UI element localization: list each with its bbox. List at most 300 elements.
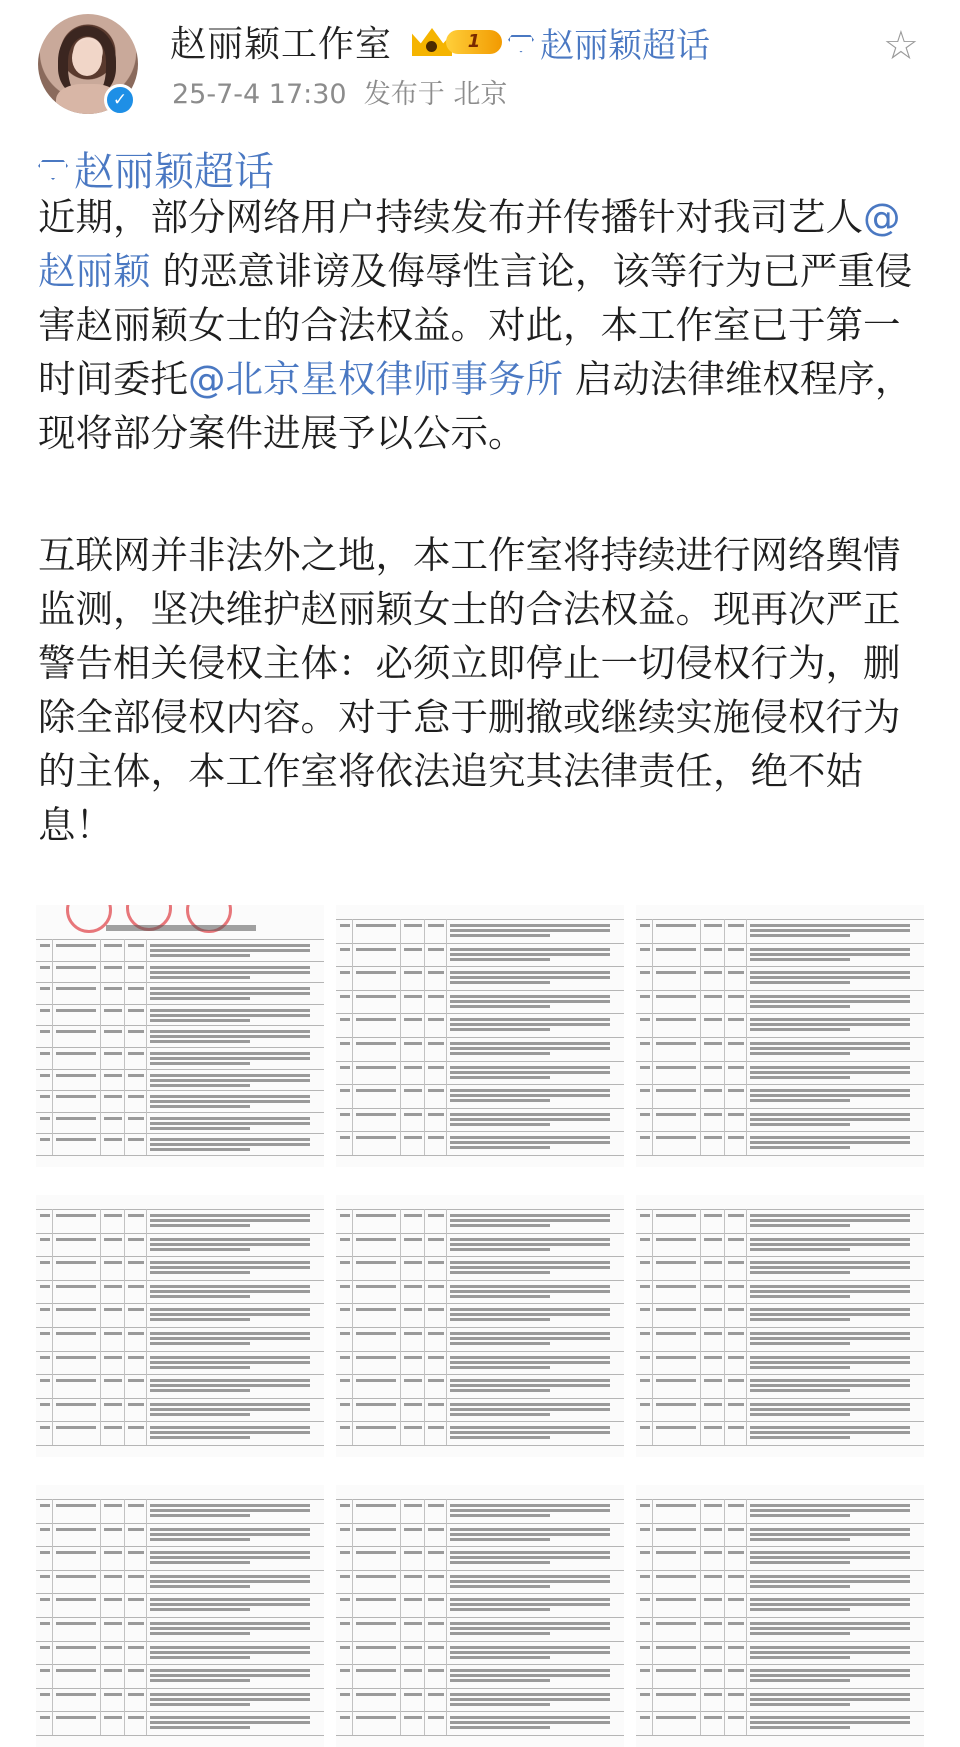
table-cell-text bbox=[356, 1308, 396, 1311]
table-cell-text bbox=[704, 1066, 722, 1069]
table-cell-text bbox=[640, 1669, 650, 1672]
vip-level-badge: 1 bbox=[446, 30, 502, 54]
table-row bbox=[636, 943, 924, 944]
paragraph1-after: 启动法律维权程序，现将部分案件进展予以公示。 bbox=[38, 357, 913, 455]
table-cell-text bbox=[104, 1052, 122, 1055]
table-cell-text bbox=[728, 1379, 744, 1382]
table-column-divider bbox=[100, 1209, 101, 1445]
document-image-7[interactable] bbox=[36, 1485, 324, 1747]
crown-icon[interactable] bbox=[412, 24, 504, 58]
table-cell-text bbox=[56, 1214, 96, 1217]
table-cell-text bbox=[428, 948, 444, 951]
table-cell-text bbox=[150, 1698, 310, 1701]
table-cell-text bbox=[356, 1356, 396, 1359]
table-cell-text bbox=[428, 1646, 444, 1649]
table-cell-text bbox=[750, 1047, 910, 1050]
table-cell-text bbox=[450, 1337, 610, 1340]
table-cell-text bbox=[640, 1716, 650, 1719]
table-cell-text bbox=[450, 1575, 610, 1578]
document-image-5[interactable] bbox=[336, 1195, 624, 1457]
table-column-divider bbox=[746, 919, 747, 1155]
table-cell-text bbox=[450, 1703, 550, 1706]
table-cell-text bbox=[150, 1248, 250, 1251]
table-cell-text bbox=[56, 966, 96, 969]
table-cell-text bbox=[404, 1238, 422, 1241]
table-cell-text bbox=[356, 1238, 396, 1241]
table-row bbox=[36, 1280, 324, 1281]
table-cell-text bbox=[656, 1646, 696, 1649]
table-cell-text bbox=[340, 1066, 350, 1069]
table-cell-text bbox=[340, 1332, 350, 1335]
table-cell-text bbox=[450, 1533, 610, 1536]
table-cell-text bbox=[150, 1122, 310, 1125]
table-cell-text bbox=[150, 1308, 310, 1311]
table-cell-text bbox=[656, 1136, 696, 1139]
table-cell-text bbox=[56, 1379, 96, 1382]
table-cell-text bbox=[728, 995, 744, 998]
table-cell-text bbox=[640, 1622, 650, 1625]
topic-tag-link[interactable] bbox=[38, 140, 274, 197]
table-cell-text bbox=[704, 1622, 722, 1625]
table-cell-text bbox=[750, 1384, 910, 1387]
table-cell-text bbox=[128, 1528, 144, 1531]
table-cell-text bbox=[450, 1426, 610, 1429]
table-cell-text bbox=[640, 971, 650, 974]
table-cell-text bbox=[356, 1089, 396, 1092]
table-cell-text bbox=[128, 1598, 144, 1601]
document-image-6[interactable] bbox=[636, 1195, 924, 1457]
table-cell-text bbox=[404, 1332, 422, 1335]
table-row bbox=[636, 966, 924, 967]
table-cell-text bbox=[150, 1057, 310, 1060]
table-cell-text bbox=[150, 1040, 250, 1043]
table-cell-text bbox=[340, 1379, 350, 1382]
table-cell-text bbox=[150, 1271, 250, 1274]
table-cell-text bbox=[704, 1379, 722, 1382]
table-cell-text bbox=[56, 1716, 96, 1719]
table-cell-text bbox=[150, 1533, 310, 1536]
table-cell-text bbox=[750, 1118, 910, 1121]
table-cell-text bbox=[150, 1598, 310, 1601]
mention-zhaoliying[interactable]: @赵丽颖 bbox=[38, 195, 901, 293]
table-cell-text bbox=[704, 1403, 722, 1406]
paragraph1-before: 近期，部分网络用户持续发布并传播针对我司艺人 bbox=[38, 195, 863, 239]
table-column-divider bbox=[724, 919, 725, 1155]
table-row bbox=[336, 1155, 624, 1156]
table-cell-text bbox=[728, 1598, 744, 1601]
document-image-8[interactable] bbox=[336, 1485, 624, 1747]
table-column-divider bbox=[724, 1209, 725, 1445]
table-cell-text bbox=[450, 1651, 610, 1654]
table-cell-text bbox=[450, 1361, 610, 1364]
table-cell-text bbox=[128, 1030, 144, 1033]
table-cell-text bbox=[728, 1716, 744, 1719]
table-cell-text bbox=[150, 1148, 250, 1151]
table-cell-text bbox=[428, 1716, 444, 1719]
table-cell-text bbox=[450, 995, 610, 998]
table-cell-text bbox=[450, 1698, 610, 1701]
table-row bbox=[636, 1209, 924, 1210]
table-cell-text bbox=[56, 1138, 96, 1141]
document-image-4[interactable] bbox=[36, 1195, 324, 1457]
table-cell-text bbox=[104, 1504, 122, 1507]
table-cell-text bbox=[56, 1504, 96, 1507]
table-cell-text bbox=[704, 1042, 722, 1045]
table-cell-text bbox=[128, 1504, 144, 1507]
table-cell-text bbox=[450, 1646, 610, 1649]
table-column-divider bbox=[424, 1209, 425, 1445]
paragraph1-middle: 的恶意诽谤及侮辱性言论，该等行为已严重侵害赵丽颖女士的合法权益。对此，本工作室已于第一时间委托 bbox=[38, 249, 913, 401]
table-cell-text bbox=[340, 1551, 350, 1554]
document-image-2[interactable] bbox=[336, 905, 624, 1167]
table-cell-text bbox=[56, 987, 96, 990]
table-cell-text bbox=[750, 971, 910, 974]
table-cell-text bbox=[104, 1598, 122, 1601]
table-cell-text bbox=[128, 1575, 144, 1578]
table-row bbox=[636, 1327, 924, 1328]
table-row bbox=[336, 990, 624, 991]
mention-law-firm[interactable]: @北京星权律师事务所 bbox=[188, 357, 563, 401]
table-cell-text bbox=[750, 1136, 910, 1139]
table-column-divider bbox=[652, 919, 653, 1155]
table-cell-text bbox=[750, 1426, 910, 1429]
table-column-divider bbox=[400, 1209, 401, 1445]
table-cell-text bbox=[450, 1042, 610, 1045]
table-cell-text bbox=[40, 1261, 50, 1264]
table-cell-text bbox=[656, 1113, 696, 1116]
table-cell-text bbox=[340, 1504, 350, 1507]
table-row bbox=[36, 1133, 324, 1134]
table-cell-text bbox=[150, 1332, 310, 1335]
table-cell-text bbox=[404, 924, 422, 927]
table-cell-text bbox=[150, 1361, 310, 1364]
table-cell-text bbox=[150, 1356, 310, 1359]
table-cell-text bbox=[704, 1261, 722, 1264]
table-cell-text bbox=[150, 1679, 250, 1682]
table-row bbox=[336, 1327, 624, 1328]
table-row bbox=[36, 1445, 324, 1446]
table-cell-text bbox=[340, 1308, 350, 1311]
post-meta bbox=[172, 72, 507, 111]
table-cell-text bbox=[450, 1318, 550, 1321]
table-cell-text bbox=[450, 1113, 610, 1116]
table-cell-text bbox=[150, 1384, 310, 1387]
table-cell-text bbox=[640, 1598, 650, 1601]
table-row bbox=[336, 1735, 624, 1736]
document-image-1[interactable] bbox=[36, 905, 324, 1167]
table-row bbox=[636, 1641, 924, 1642]
table-column-divider bbox=[652, 1209, 653, 1445]
table-cell-text bbox=[40, 1528, 50, 1531]
table-cell-text bbox=[340, 1136, 350, 1139]
table-cell-text bbox=[750, 1408, 910, 1411]
table-cell-text bbox=[640, 1646, 650, 1649]
table-cell-text bbox=[728, 924, 744, 927]
table-cell-text bbox=[450, 1627, 610, 1630]
table-cell-text bbox=[728, 1136, 744, 1139]
star-icon[interactable]: ☆ bbox=[883, 23, 919, 69]
table-cell-text bbox=[750, 1042, 910, 1045]
table-cell-text bbox=[656, 1238, 696, 1241]
table-cell-text bbox=[750, 1504, 910, 1507]
table-cell-text bbox=[428, 1551, 444, 1554]
table-cell-text bbox=[656, 1356, 696, 1359]
table-cell-text bbox=[404, 1089, 422, 1092]
table-cell-text bbox=[704, 1575, 722, 1578]
table-row bbox=[336, 1445, 624, 1446]
table-cell-text bbox=[150, 966, 310, 969]
table-column-divider bbox=[52, 939, 53, 1155]
table-cell-text bbox=[750, 1703, 850, 1706]
table-cell-text bbox=[450, 1656, 550, 1659]
table-cell-text bbox=[340, 1693, 350, 1696]
table-cell-text bbox=[750, 976, 910, 979]
table-row bbox=[636, 1617, 924, 1618]
table-row bbox=[36, 939, 324, 940]
table-row bbox=[636, 1711, 924, 1712]
table-cell-text bbox=[150, 1035, 310, 1038]
table-cell-text bbox=[750, 1214, 910, 1217]
table-cell-text bbox=[428, 1308, 444, 1311]
table-cell-text bbox=[56, 944, 96, 947]
table-cell-text bbox=[750, 1693, 910, 1696]
table-cell-text bbox=[40, 1669, 50, 1672]
table-cell-text bbox=[404, 1716, 422, 1719]
table-cell-text bbox=[150, 1603, 310, 1606]
table-cell-text bbox=[728, 1669, 744, 1672]
table-row bbox=[336, 1593, 624, 1594]
supertopic-label: 赵丽颖超话 bbox=[540, 26, 710, 66]
table-column-divider bbox=[746, 1209, 747, 1445]
table-row bbox=[336, 1499, 624, 1500]
table-cell-text bbox=[104, 1356, 122, 1359]
table-cell-text bbox=[40, 1214, 50, 1217]
table-cell-text bbox=[656, 1261, 696, 1264]
table-cell-text bbox=[750, 924, 910, 927]
table-cell-text bbox=[728, 1356, 744, 1359]
table-cell-text bbox=[340, 1598, 350, 1601]
table-cell-text bbox=[656, 1285, 696, 1288]
table-cell-text bbox=[640, 1042, 650, 1045]
table-row bbox=[36, 982, 324, 983]
table-cell-text bbox=[150, 1413, 250, 1416]
table-cell-text bbox=[450, 1089, 610, 1092]
table-cell-text bbox=[150, 1646, 310, 1649]
table-cell-text bbox=[40, 1074, 50, 1077]
table-row bbox=[336, 1233, 624, 1234]
table-column-divider bbox=[100, 939, 101, 1155]
table-cell-text bbox=[128, 1009, 144, 1012]
table-cell-text bbox=[356, 1622, 396, 1625]
table-row bbox=[636, 1155, 924, 1156]
table-cell-text bbox=[356, 1504, 396, 1507]
document-image-3[interactable] bbox=[636, 905, 924, 1167]
table-cell-text bbox=[340, 1716, 350, 1719]
table-row bbox=[36, 1711, 324, 1712]
supertopic-link[interactable] bbox=[508, 18, 710, 67]
table-cell-text bbox=[656, 1042, 696, 1045]
table-cell-text bbox=[150, 1514, 250, 1517]
table-cell-text bbox=[150, 1261, 310, 1264]
table-cell-text bbox=[750, 1094, 910, 1097]
table-cell-text bbox=[640, 1551, 650, 1554]
table-cell-text bbox=[56, 1575, 96, 1578]
table-cell-text bbox=[640, 1504, 650, 1507]
table-cell-text bbox=[450, 1585, 550, 1588]
table-cell-text bbox=[56, 1285, 96, 1288]
table-cell-text bbox=[56, 1356, 96, 1359]
table-cell-text bbox=[104, 1622, 122, 1625]
table-cell-text bbox=[750, 1342, 850, 1345]
table-cell-text bbox=[150, 997, 250, 1000]
table-row bbox=[636, 990, 924, 991]
table-cell-text bbox=[450, 1332, 610, 1335]
table-cell-text bbox=[356, 1646, 396, 1649]
table-cell-text bbox=[428, 1669, 444, 1672]
table-row bbox=[36, 1546, 324, 1547]
table-cell-text bbox=[750, 1023, 910, 1026]
table-cell-text bbox=[428, 1214, 444, 1217]
table-cell-text bbox=[656, 1528, 696, 1531]
table-column-divider bbox=[146, 939, 147, 1155]
table-cell-text bbox=[704, 1018, 722, 1021]
table-row bbox=[36, 1593, 324, 1594]
table-column-divider bbox=[352, 1499, 353, 1735]
table-cell-text bbox=[750, 1533, 910, 1536]
table-cell-text bbox=[404, 1379, 422, 1382]
table-cell-text bbox=[450, 1509, 610, 1512]
table-row bbox=[636, 1280, 924, 1281]
table-cell-text bbox=[56, 1009, 96, 1012]
table-cell-text bbox=[728, 1504, 744, 1507]
table-cell-text bbox=[450, 976, 610, 979]
table-cell-text bbox=[450, 934, 550, 937]
table-cell-text bbox=[56, 1551, 96, 1554]
table-cell-text bbox=[428, 1379, 444, 1382]
table-cell-text bbox=[356, 1261, 396, 1264]
author-name[interactable]: 赵丽颖工作室 bbox=[170, 24, 393, 65]
table-cell-text bbox=[704, 971, 722, 974]
table-row bbox=[636, 1256, 924, 1257]
table-cell-text bbox=[150, 1337, 310, 1340]
table-cell-text bbox=[640, 1379, 650, 1382]
table-cell-text bbox=[150, 1014, 310, 1017]
table-cell-text bbox=[750, 1248, 850, 1251]
table-row bbox=[36, 1374, 324, 1375]
table-cell-text bbox=[150, 1100, 310, 1103]
table-cell-text bbox=[640, 1113, 650, 1116]
table-cell-text bbox=[404, 1598, 422, 1601]
table-cell-text bbox=[728, 1285, 744, 1288]
table-row bbox=[636, 1233, 924, 1234]
table-cell-text bbox=[104, 1214, 122, 1217]
table-cell-text bbox=[40, 1504, 50, 1507]
table-row bbox=[636, 1061, 924, 1062]
table-cell-text bbox=[104, 1426, 122, 1429]
table-cell-text bbox=[56, 1403, 96, 1406]
table-cell-text bbox=[728, 1575, 744, 1578]
table-cell-text bbox=[750, 953, 910, 956]
table-cell-text bbox=[104, 987, 122, 990]
table-column-divider bbox=[400, 1499, 401, 1735]
table-cell-text bbox=[450, 1018, 610, 1021]
table-cell-text bbox=[356, 1716, 396, 1719]
table-cell-text bbox=[450, 1094, 610, 1097]
table-cell-text bbox=[128, 1138, 144, 1141]
table-cell-text bbox=[150, 1266, 310, 1269]
table-cell-text bbox=[150, 1342, 250, 1345]
table-cell-text bbox=[750, 1669, 910, 1672]
table-cell-text bbox=[128, 966, 144, 969]
table-cell-text bbox=[150, 976, 250, 979]
table-cell-text bbox=[728, 971, 744, 974]
table-cell-text bbox=[40, 966, 50, 969]
table-cell-text bbox=[150, 1052, 310, 1055]
table-cell-text bbox=[56, 1426, 96, 1429]
table-cell-text bbox=[450, 1295, 550, 1298]
table-cell-text bbox=[450, 1238, 610, 1241]
table-row bbox=[336, 1013, 624, 1014]
table-cell-text bbox=[640, 1136, 650, 1139]
table-cell-text bbox=[340, 924, 350, 927]
table-cell-text bbox=[750, 1551, 910, 1554]
table-cell-text bbox=[340, 1356, 350, 1359]
table-cell-text bbox=[428, 995, 444, 998]
table-cell-text bbox=[404, 971, 422, 974]
table-cell-text bbox=[150, 1669, 310, 1672]
table-cell-text bbox=[750, 948, 910, 951]
table-cell-text bbox=[340, 1113, 350, 1116]
table-cell-text bbox=[40, 1646, 50, 1649]
table-cell-text bbox=[40, 1285, 50, 1288]
table-column-divider bbox=[124, 939, 125, 1155]
table-cell-text bbox=[340, 1089, 350, 1092]
table-cell-text bbox=[750, 1337, 910, 1340]
table-cell-text bbox=[750, 1528, 910, 1531]
table-cell-text bbox=[150, 1721, 310, 1724]
table-cell-text bbox=[340, 948, 350, 951]
table-cell-text bbox=[104, 1716, 122, 1719]
document-image-9[interactable] bbox=[636, 1485, 924, 1747]
table-cell-text bbox=[356, 1285, 396, 1288]
table-cell-text bbox=[704, 1693, 722, 1696]
table-cell-text bbox=[428, 1598, 444, 1601]
table-row bbox=[36, 1617, 324, 1618]
table-cell-text bbox=[150, 1127, 250, 1130]
table-cell-text bbox=[150, 1143, 310, 1146]
table-row bbox=[636, 919, 924, 920]
table-cell-text bbox=[150, 1509, 310, 1512]
table-cell-text bbox=[750, 1295, 850, 1298]
table-cell-text bbox=[450, 1123, 550, 1126]
table-cell-text bbox=[356, 1379, 396, 1382]
table-column-divider bbox=[100, 1499, 101, 1735]
table-cell-text bbox=[128, 1332, 144, 1335]
table-row bbox=[636, 1398, 924, 1399]
table-cell-text bbox=[40, 1403, 50, 1406]
table-column-divider bbox=[700, 1499, 701, 1735]
table-cell-text bbox=[640, 1261, 650, 1264]
table-cell-text bbox=[750, 1679, 850, 1682]
table-cell-text bbox=[356, 1598, 396, 1601]
table-cell-text bbox=[404, 1426, 422, 1429]
table-cell-text bbox=[428, 1018, 444, 1021]
table-cell-text bbox=[104, 1551, 122, 1554]
post-timestamp: 25-7-4 17:30 bbox=[172, 79, 347, 110]
table-cell-text bbox=[704, 1113, 722, 1116]
table-cell-text bbox=[404, 1113, 422, 1116]
table-cell-text bbox=[750, 1646, 910, 1649]
